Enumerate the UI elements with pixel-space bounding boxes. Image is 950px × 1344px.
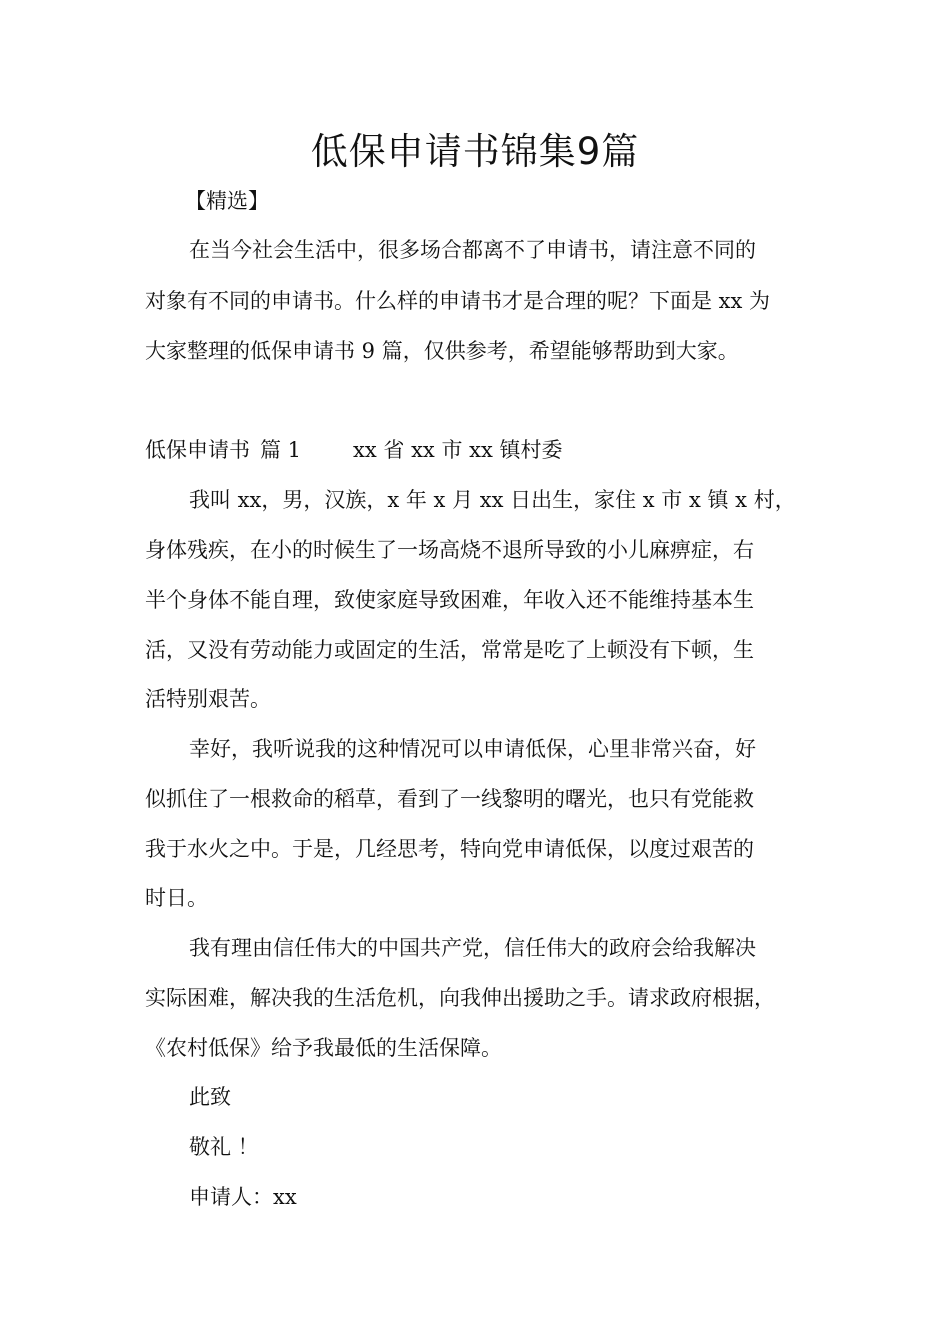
paragraph3-line-2: 实际困难，解决我的生活危机，向我伸出援助之手。请求政府根据， [145, 986, 775, 1010]
paragraph1-line-3: 半个身体不能自理，致使家庭导致困难，年收入还不能维持基本生 [145, 588, 754, 612]
section-recipient: xx 省 xx 市 xx 镇村委 [353, 438, 563, 462]
paragraph1-line-2: 身体残疾，在小的时候生了一场高烧不退所导致的小儿麻痹症，右 [145, 538, 754, 562]
paragraph1-line-5: 活特别艰苦。 [145, 687, 271, 711]
intro-line-2: 对象有不同的申请书。什么样的申请书才是合理的呢？下面是 xx 为 [145, 289, 771, 313]
closing-salutation: 此致 [189, 1085, 231, 1109]
paragraph3-line-1: 我有理由信任伟大的中国共产党，信任伟大的政府会给我解决 [189, 936, 756, 960]
section-name: 低保申请书 [145, 438, 250, 462]
featured-tag: 【精选】 [185, 189, 269, 213]
paragraph1-line-1: 我叫 xx，男，汉族，x 年 x 月 xx 日出生，家住 x 市 x 镇 x 村， [189, 488, 796, 512]
section-heading [145, 435, 562, 465]
paragraph2-line-3: 我于水火之中。于是，几经思考，特向党申请低保，以度过艰苦的 [145, 837, 754, 861]
paragraph2-line-1: 幸好，我听说我的这种情况可以申请低保，心里非常兴奋，好 [189, 737, 756, 761]
intro-line-1: 在当今社会生活中，很多场合都离不了申请书，请注意不同的 [189, 238, 756, 262]
intro-line-3: 大家整理的低保申请书 9 篇，仅供参考，希望能够帮助到大家。 [145, 339, 739, 363]
paragraph2-line-2: 似抓住了一根救命的稻草，看到了一线黎明的曙光，也只有党能救 [145, 787, 754, 811]
paragraph1-line-4: 活，又没有劳动能力或固定的生活，常常是吃了上顿没有下顿，生 [145, 638, 754, 662]
paragraph3-line-3: 《农村低保》给予我最低的生活保障。 [145, 1036, 502, 1060]
section-number: 篇 1 [260, 438, 302, 462]
closing-applicant: 申请人：xx [189, 1185, 297, 1209]
closing-regards: 敬礼 ！ [189, 1135, 259, 1159]
paragraph2-line-4: 时日。 [145, 886, 208, 910]
document-title: 低保申请书锦集9篇 [310, 130, 640, 173]
